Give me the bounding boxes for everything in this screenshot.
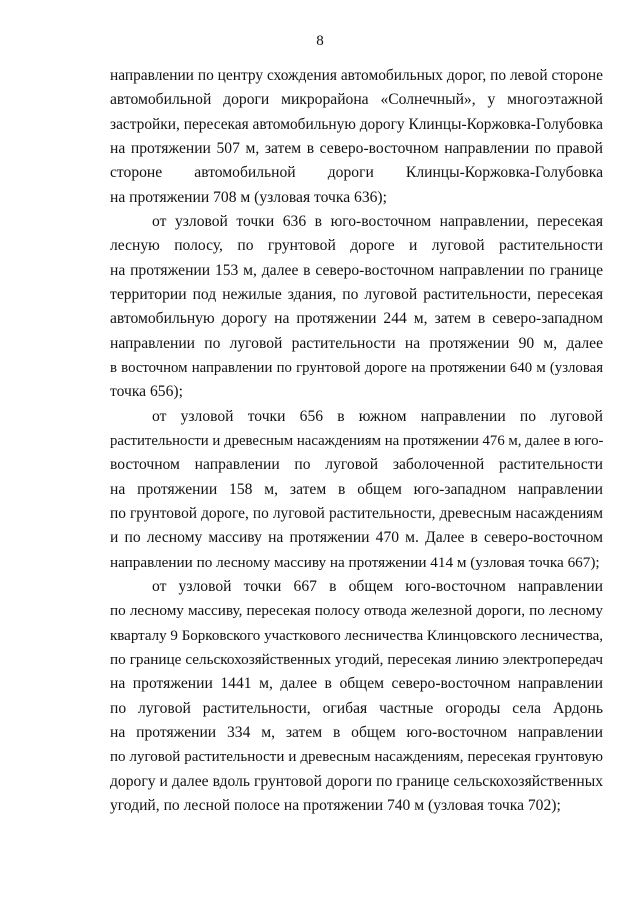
text-line: на протяжении 1441 м, далее в общем северо-восточном направлении (110, 675, 603, 693)
text-line: точка 656); (110, 383, 183, 401)
text-line: на протяжении 708 м (узловая точка 636); (110, 188, 387, 206)
text-line: по границе сельскохозяйственных угодий, пересекая линию электропередач (110, 650, 603, 668)
text-line: по грунтовой дороге, по луговой растительности, древесным насаждениям (110, 504, 603, 522)
text-line: на протяжении 507 м, затем в северо-восточном направлении по правой (110, 139, 603, 157)
text-line: дорогу и далее вдоль грунтовой дороги по границе сельскохозяйственных (110, 772, 603, 790)
text-line: автомобильную дорогу на протяжении 244 м, затем в северо-западном (110, 310, 603, 328)
text-line: направлении по лесному массиву на протяжении 414 м (узловая точка 667); (110, 553, 600, 571)
text-line: от узловой точки 636 в юго-восточном направлении, пересекая (152, 212, 603, 230)
text-line: от узловой точки 656 в южном направлении по луговой (152, 407, 603, 425)
text-line: автомобильной дороги микрорайона «Солнечный», у многоэтажной (110, 91, 603, 109)
text-line: направлении по луговой растительности на протяжении 90 м, далее (110, 334, 603, 352)
text-line: на протяжении 334 м, затем в общем юго-восточном направлении (110, 723, 603, 741)
text-line: территории под нежилые здания, по луговой растительности, пересекая (110, 285, 603, 303)
text-line: по лесному массиву, пересекая полосу отвода железной дороги, по лесному (110, 602, 603, 620)
text-line: по луговой растительности и древесным насаждениям, пересекая грунтовую (110, 749, 603, 766)
text-line: по луговой растительности, огибая частные огороды села Ардонь (110, 699, 603, 717)
text-line: застройки, пересекая автомобильную дорогу Клинцы-Коржовка-Голубовка (110, 115, 603, 133)
text-line: растительности и древесным насаждениям на протяжении 476 м, далее в юго- (110, 432, 604, 449)
text-line: угодий, по лесной полосе на протяжении 740 м (узловая точка 702); (110, 796, 561, 814)
text-line: восточном направлении по луговой заболоченной растительности (110, 456, 603, 474)
text-line: кварталу 9 Борковского участкового лесничества Клинцовского лесничества, (110, 627, 603, 644)
document-body (110, 64, 603, 818)
page-number: 8 (316, 33, 324, 49)
text-line: от узловой точки 667 в общем юго-восточном направлении (152, 577, 603, 595)
text-line: в восточном направлении по грунтовой дороге на протяжении 640 м (узловая (110, 359, 603, 376)
text-line: на протяжении 153 м, далее в северо-восточном направлении по границе (110, 261, 603, 279)
text-line: направлении по центру схождения автомобильных дорог, по левой стороне (110, 67, 603, 84)
text-line: стороне автомобильной дороги Клинцы-Коржовка-Голубовка (110, 164, 603, 182)
text-line: на протяжении 158 м, затем в общем юго-западном направлении (110, 480, 603, 498)
text-line: и по лесному массиву на протяжении 470 м. Далее в северо-восточном (110, 529, 603, 547)
text-line: лесную полосу, по грунтовой дороге и луговой растительности (110, 237, 603, 255)
